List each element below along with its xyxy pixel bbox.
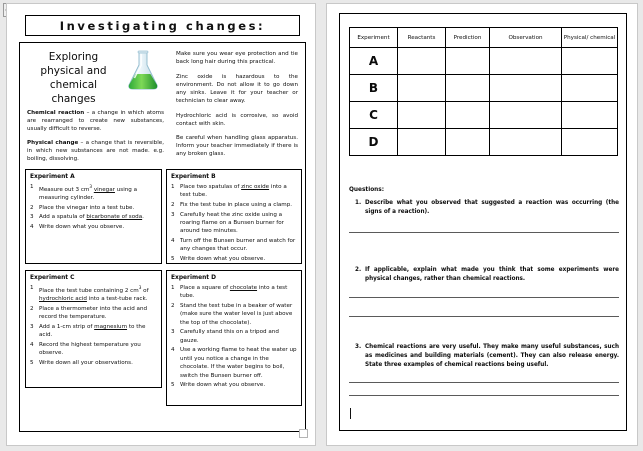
safety-note: Zinc oxide is hazardous to the environment. Do not allow it to go down any sinks. Leave it for your teacher or technician to clear away. [176, 73, 298, 104]
cell-prediction[interactable] [446, 129, 490, 156]
intro-columns [20, 43, 305, 168]
answer-line[interactable] [349, 298, 619, 317]
cell-observation[interactable] [490, 48, 562, 75]
experiment-step: Measure out 3 $cm^3$ vinegar using a measuring cylinder. [39, 184, 138, 202]
experiment-step: Carefully stand this on a tripod and gauze. [180, 329, 279, 344]
cell-observation[interactable] [490, 75, 562, 102]
worksheet-body-frame-2 [339, 13, 627, 431]
cell-observation[interactable] [490, 102, 562, 129]
table-header-row [350, 28, 618, 48]
experiment-title: Experiment D [171, 275, 217, 281]
column-header-reactants: Reactants [398, 28, 446, 48]
column-header-physical-chemical: Physical/ chemical [562, 28, 618, 48]
safety-note: Be careful when handling glass apparatus. Inform your teacher immediately if there is any broken glass. [176, 135, 298, 158]
question-3 [349, 343, 619, 369]
cell-experiment-label: B [350, 75, 398, 102]
intro-right-column [170, 43, 305, 168]
experiment-title: Experiment A [30, 174, 75, 180]
cell-physical-chemical[interactable] [562, 129, 618, 156]
page-1[interactable] [6, 3, 316, 446]
questions-list [349, 199, 619, 396]
definition-chemical-reaction [27, 109, 164, 133]
cell-physical-chemical[interactable] [562, 102, 618, 129]
definitions-block [27, 109, 164, 164]
worksheet-body-frame [19, 42, 306, 432]
cell-prediction[interactable] [446, 102, 490, 129]
cell-prediction[interactable] [446, 75, 490, 102]
experiment-step: Write down what you observe. [180, 382, 266, 389]
answer-line[interactable] [349, 216, 619, 233]
cell-physical-chemical[interactable] [562, 48, 618, 75]
answer-lines-3 [349, 369, 619, 396]
cell-experiment-label: A [350, 48, 398, 75]
table-row [350, 102, 618, 129]
experiment-boxes [25, 169, 302, 427]
answer-line[interactable] [349, 283, 619, 298]
experiment-steps [30, 284, 157, 367]
experiment-steps [171, 284, 297, 390]
heading-row [27, 48, 164, 106]
answer-line[interactable] [349, 317, 619, 343]
questions-label: Questions: [349, 187, 385, 193]
question-text: Chemical reactions are very useful. They make many useful substances, such as medicines and building materials (cement). They can also release energy. State three examples of chemical reactions being useful. [365, 344, 619, 368]
table-row [350, 48, 618, 75]
experiment-step: Write down what you observe. [39, 224, 125, 231]
results-table-head [350, 28, 618, 48]
cell-observation[interactable] [490, 129, 562, 156]
question-number: 3. [355, 344, 362, 351]
experiment-step: Use a working flame to heat the water up until you notice a change in the chocolate. If the water begins to boil, switch the Bunsen burner off. [180, 347, 297, 379]
question-2 [349, 266, 619, 283]
column-header-observation: Observation [490, 28, 562, 48]
definition-physical-text: – a change that is reversible, in which new substances are not made. e.g. boiling, dissolving. [27, 140, 164, 163]
answer-line[interactable] [349, 383, 619, 396]
experiment-steps [171, 183, 297, 263]
intro-left-column [20, 43, 170, 168]
text-cursor [350, 408, 351, 419]
answer-line[interactable] [349, 233, 619, 266]
experiment-step: Place a thermometer into the acid and record the temperature. [39, 305, 148, 321]
cell-reactants[interactable] [398, 48, 446, 75]
experiment-box-a [25, 169, 162, 264]
safety-note: Hydrochloric acid is corrosive, so avoid contact with skin. [176, 112, 298, 127]
cell-experiment-label: D [350, 129, 398, 156]
column-header-prediction: Prediction [446, 28, 490, 48]
page-2[interactable] [326, 3, 638, 446]
worksheet-title-banner [25, 15, 300, 36]
cell-prediction[interactable] [446, 48, 490, 75]
definition-chemical-text: – a change in which atoms are rearranged to create new substances, usually difficult to reverse. [27, 110, 164, 133]
experiment-step: Fix the test tube in place using a clamp. [180, 202, 293, 208]
experiment-step: Add a spatula of bicarbonate of soda. [39, 214, 144, 221]
experiment-box-c [25, 270, 162, 388]
safety-note: Make sure you wear eye protection and tie back long hair during this practical. [176, 51, 298, 66]
results-table[interactable] [349, 27, 618, 156]
question-number: 2. [355, 267, 362, 274]
experiment-step: Carefully heat the zinc oxide using a roaring flame on a Bunsen burner for around two minutes. [180, 211, 284, 235]
experiment-box-b [166, 169, 302, 264]
question-number: 1. [355, 200, 362, 206]
experiment-step: Place a square of chocolate into a test tube. [180, 285, 288, 300]
cell-reactants[interactable] [398, 75, 446, 102]
answer-line[interactable] [349, 369, 619, 383]
answer-lines-1 [349, 216, 619, 266]
question-text: Describe what you observed that suggested a reaction was occurring (the signs of a reaction). [365, 200, 619, 215]
table-row [350, 129, 618, 156]
experiment-step: Place two spatulas of zinc oxide into a test tube. [180, 184, 287, 199]
experiment-box-d [166, 270, 302, 406]
experiment-step: Stand the test tube in a beaker of water (make sure the water level is just above the top of the chocolate). [180, 303, 293, 326]
cell-experiment-label: C [350, 102, 398, 129]
experiment-step: Place the vinegar into a test tube. [39, 204, 135, 211]
cell-reactants[interactable] [398, 102, 446, 129]
experiment-title: Experiment B [171, 174, 216, 180]
worksheet-title: Investigating changes: [59, 18, 266, 33]
definition-physical-change [27, 139, 164, 163]
definition-term-physical: Physical change [27, 140, 79, 147]
answer-lines-2 [349, 283, 619, 343]
experiment-step: Write down what you observe. [180, 256, 266, 262]
experiment-step: Record the highest temperature you observe. [39, 341, 141, 357]
experiment-step: Write down all your observations. [39, 359, 133, 366]
question-1 [349, 199, 619, 216]
question-text: If applicable, explain what made you think that some experiments were physical changes, rather than chemical reactions. [365, 267, 619, 282]
experiment-step: Place the test tube containing 2 $cm^3$ of hydrochloric acid into a test-tube rack. [39, 285, 149, 303]
cell-physical-chemical[interactable] [562, 75, 618, 102]
table-row [350, 75, 618, 102]
conical-flask-icon [122, 48, 164, 92]
column-header-experiment: Experiment [350, 28, 398, 48]
experiment-step: Turn off the Bunsen burner and watch for any changes that occur. [180, 238, 296, 253]
definition-term-chemical: Chemical reaction [27, 110, 85, 116]
experiment-title: Experiment C [30, 275, 75, 281]
cell-reactants[interactable] [398, 129, 446, 156]
experiment-steps [30, 183, 157, 231]
results-table-body [350, 48, 618, 156]
experiment-step: Add a 1-cm strip of magnesium to the acid. [39, 323, 146, 339]
section-heading: Exploring physical and chemical changes [40, 51, 107, 105]
safety-notes [176, 50, 298, 159]
resize-handle-icon[interactable] [299, 429, 308, 438]
